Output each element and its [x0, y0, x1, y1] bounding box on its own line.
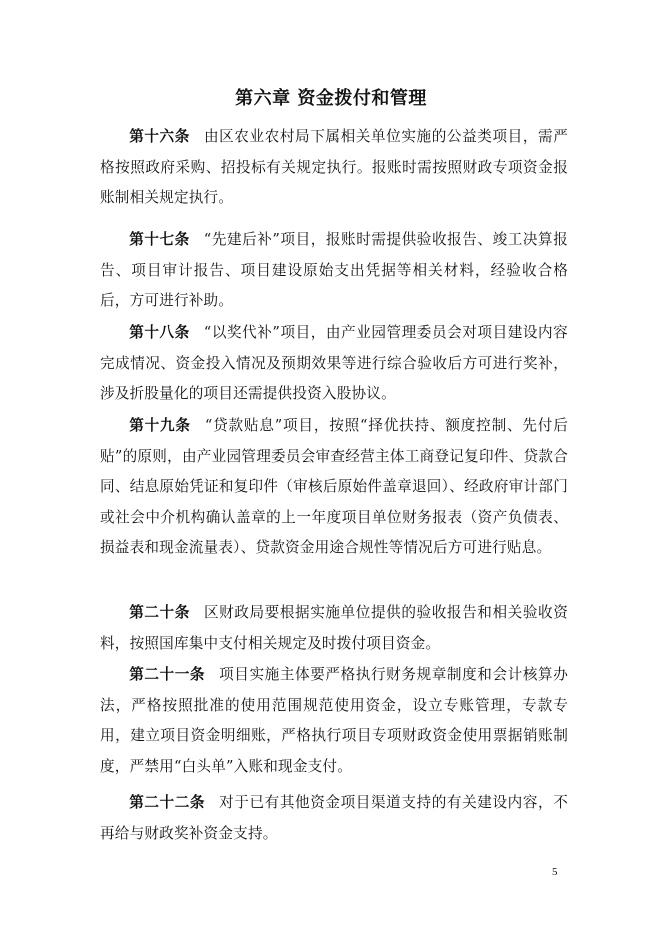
article-18 [100, 318, 568, 410]
article-text: “贷款贴息”项目，按照“择优扶持、额度控制、先付后贴”的原则，由产业园管理委员会审查经营主体工商登记复印件、贷款合同、结息原始凭证和复印件（审核后原始件盖章退回）、经政府审计部门或社会中介机构确认盖章的上一年度项目单位财务报表（资产负债表、损益表和现金流量表）、贷款资金用途合规性等情况后方可进行贴息。 [100, 417, 568, 556]
article-16 [100, 122, 568, 214]
article-number: 第十八条 [129, 324, 190, 341]
article-text: 项目实施主体要严格执行财务规章制度和会计核算办法，严格按照批准的使用范围规范使用资金，设立专账管理，专款专用，建立项目资金明细账，严格执行项目专项财政资金使用票据销账制度，严禁用“白头单”入账和现金支付。 [100, 666, 568, 775]
article-text: 由区农业农村局下属相关单位实施的公益类项目，需严格按照政府采购、招投标有关规定执行。报账时需按照财政专项资金报账制相关规定执行。 [100, 128, 568, 206]
article-19 [100, 411, 568, 564]
article-17 [100, 225, 568, 317]
article-text: “以奖代补”项目，由产业园管理委员会对项目建设内容完成情况、资金投入情况及预期效果等进行综合验收后方可进行奖补，涉及折股量化的项目还需提供投资入股协议。 [100, 324, 568, 402]
article-20 [100, 598, 568, 659]
article-number: 第二十二条 [129, 794, 206, 811]
article-text: 区财政局要根据实施单位提供的验收报告和相关验收资料，按照国库集中支付相关规定及时拨付项目资金。 [100, 604, 568, 652]
chapter-title: 第六章 资金拨付和管理 [235, 88, 427, 109]
article-number: 第二十条 [129, 604, 190, 621]
article-number: 第十九条 [129, 417, 191, 434]
article-22 [100, 788, 568, 849]
page-number: 5 [552, 866, 558, 878]
article-number: 第十六条 [129, 128, 190, 145]
article-text: “先建后补”项目，报账时需提供验收报告、竣工决算报告、项目审计报告、项目建设原始支出凭据等相关材料，经验收合格后，方可进行补助。 [100, 231, 568, 309]
article-text: 对于已有其他资金项目渠道支持的有关建设内容，不再给与财政奖补资金支持。 [100, 794, 568, 842]
article-number: 第二十一条 [129, 666, 206, 683]
article-number: 第十七条 [129, 231, 190, 248]
article-21 [100, 660, 568, 782]
